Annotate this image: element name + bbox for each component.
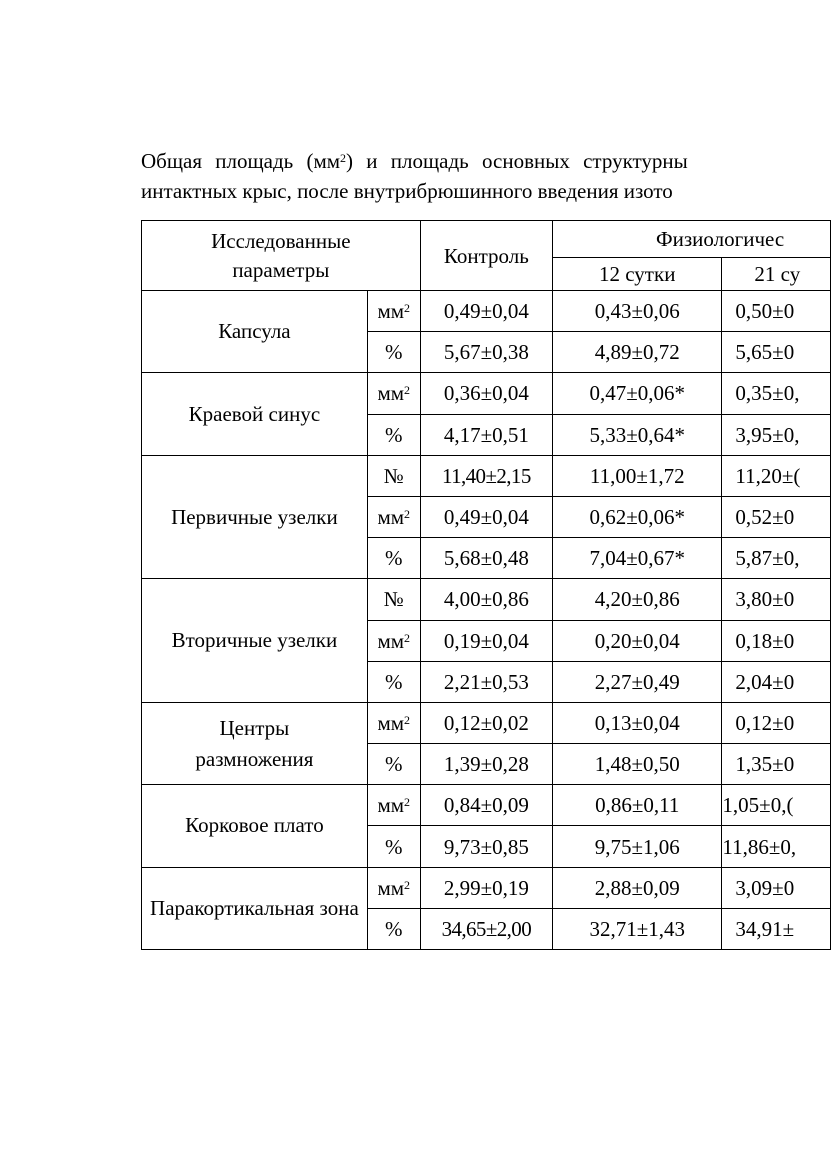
value-day21: 34,91± (722, 908, 831, 949)
value-control: 0,84±0,09 (420, 785, 552, 826)
value-day21: 0,18±0 (722, 620, 831, 661)
unit-text: мм (377, 875, 405, 900)
unit-cell: % (367, 538, 420, 579)
caption-text: ) и площадь основных структурны (346, 149, 688, 173)
unit-superscript: 2 (404, 383, 411, 398)
unit-cell: % (367, 414, 420, 455)
unit-cell (367, 620, 420, 661)
unit-text: мм (377, 793, 405, 818)
data-table (141, 220, 831, 950)
value-day12: 0,20±0,04 (553, 620, 722, 661)
unit-superscript: 2 (404, 301, 411, 316)
value-day21: 1,05±0,( (722, 785, 831, 826)
parameter-name: Паракортикальная зона (142, 867, 368, 949)
value-day21: 0,12±0 (722, 702, 831, 743)
unit-cell: % (367, 744, 420, 785)
value-day12: 11,00±1,72 (553, 455, 722, 496)
unit-text: мм (377, 710, 405, 735)
unit-text: мм (377, 628, 405, 653)
unit-cell (367, 785, 420, 826)
value-day21: 11,20±( (722, 455, 831, 496)
table-row (142, 785, 831, 826)
header-control: Контроль (420, 221, 552, 291)
unit-superscript: 2 (404, 795, 411, 810)
unit-cell: % (367, 332, 420, 373)
value-control: 11,40±2,15 (420, 455, 552, 496)
caption-line-2: интактных крыс, после внутрибрюшинного введения изото (141, 179, 673, 203)
unit-cell: % (367, 908, 420, 949)
value-control: 5,67±0,38 (420, 332, 552, 373)
unit-superscript: 2 (404, 507, 411, 522)
value-day12: 2,27±0,49 (553, 661, 722, 702)
table-row (142, 579, 831, 620)
value-day12: 5,33±0,64* (553, 414, 722, 455)
value-day21: 0,50±0 (722, 291, 831, 332)
parameter-name: Краевой синус (142, 373, 368, 455)
header-day12: 12 сутки (553, 258, 722, 291)
value-day12: 0,13±0,04 (553, 702, 722, 743)
table-body (142, 291, 831, 950)
table-row (142, 291, 831, 332)
unit-cell: № (367, 455, 420, 496)
value-day21: 11,86±0, (722, 826, 831, 867)
value-day12: 0,62±0,06* (553, 496, 722, 537)
value-day12: 32,71±1,43 (553, 908, 722, 949)
unit-superscript: 2 (404, 630, 411, 645)
value-day21: 3,09±0 (722, 867, 831, 908)
value-day21: 5,87±0, (722, 538, 831, 579)
unit-cell (367, 702, 420, 743)
value-day21: 5,65±0 (722, 332, 831, 373)
caption-text: Общая площадь (мм (141, 149, 341, 173)
unit-cell: % (367, 826, 420, 867)
value-day12: 9,75±1,06 (553, 826, 722, 867)
header-group: Физиологичес (553, 221, 831, 258)
value-control: 0,49±0,04 (420, 496, 552, 537)
value-control: 9,73±0,85 (420, 826, 552, 867)
unit-text: мм (377, 299, 405, 324)
value-control: 5,68±0,48 (420, 538, 552, 579)
value-day12: 2,88±0,09 (553, 867, 722, 908)
value-control: 1,39±0,28 (420, 744, 552, 785)
value-control: 0,12±0,02 (420, 702, 552, 743)
value-control: 34,65±2,00 (420, 908, 552, 949)
table-row (142, 867, 831, 908)
unit-cell: № (367, 579, 420, 620)
parameter-name: Капсула (142, 291, 368, 373)
unit-superscript: 2 (404, 712, 411, 727)
unit-text: мм (377, 381, 405, 406)
value-day12: 4,89±0,72 (553, 332, 722, 373)
parameter-name: Корковое плато (142, 785, 368, 867)
value-control: 2,99±0,19 (420, 867, 552, 908)
unit-cell (367, 496, 420, 537)
value-day12: 0,43±0,06 (553, 291, 722, 332)
unit-text: мм (377, 505, 405, 530)
value-day12: 4,20±0,86 (553, 579, 722, 620)
unit-cell: % (367, 661, 420, 702)
value-control: 4,17±0,51 (420, 414, 552, 455)
value-control: 0,19±0,04 (420, 620, 552, 661)
value-day21: 2,04±0 (722, 661, 831, 702)
parameter-name: Центры размножения (142, 702, 368, 784)
table-row (142, 373, 831, 414)
value-day12: 0,86±0,11 (553, 785, 722, 826)
caption-superscript: 2 (340, 151, 347, 165)
value-day21: 3,80±0 (722, 579, 831, 620)
table-caption (141, 146, 831, 206)
parameter-name: Первичные узелки (142, 455, 368, 579)
header-params: Исследованные параметры (142, 221, 421, 291)
header-day21: 21 су (722, 258, 831, 291)
value-day21: 0,52±0 (722, 496, 831, 537)
value-control: 2,21±0,53 (420, 661, 552, 702)
unit-cell (367, 373, 420, 414)
value-control: 0,36±0,04 (420, 373, 552, 414)
table-row (142, 702, 831, 743)
caption-line-1 (141, 146, 831, 176)
value-control: 0,49±0,04 (420, 291, 552, 332)
unit-superscript: 2 (404, 877, 411, 892)
value-control: 4,00±0,86 (420, 579, 552, 620)
value-day12: 7,04±0,67* (553, 538, 722, 579)
value-day21: 0,35±0, (722, 373, 831, 414)
unit-cell (367, 291, 420, 332)
unit-cell (367, 867, 420, 908)
parameter-name: Вторичные узелки (142, 579, 368, 703)
value-day21: 1,35±0 (722, 744, 831, 785)
table-row (142, 455, 831, 496)
value-day12: 1,48±0,50 (553, 744, 722, 785)
value-day12: 0,47±0,06* (553, 373, 722, 414)
value-day21: 3,95±0, (722, 414, 831, 455)
